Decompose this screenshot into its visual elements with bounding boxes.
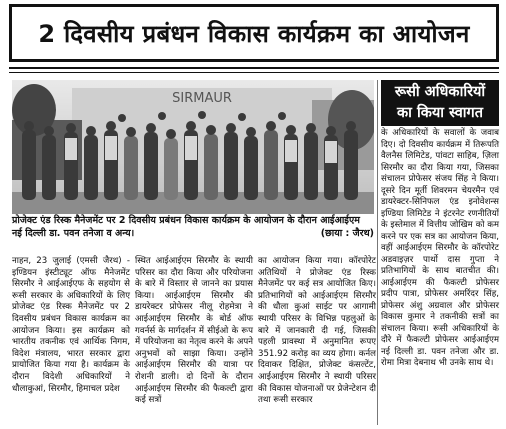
article-column-1: नाहन, 23 जुलाई (एमसी जैरथ) - इण्डियन इंस्टीट्यूट ऑफ मैनेजमेंट सिरमौर ने आईआईएफ के सहयोग से रूसी सरकार के अधिकारियों के लिए प्रोजेक्ट एंड रिस्क मैनेजमेंट पर 2 दिवसीय प्रबंधन विकास कार्यक्रम का आयोजन किया। इस कार्यक्रम को भारतीय तकनीक एवं आर्थिक निगम, विदेश मंत्रालय, भारत सरकार द्वारा प्रायोजित किया गया है। कार्यक्रम के दौरान विदेशी अधिकारियों ने धौलाकुआं, सिरमौर, हिमाचल प्रदेश <box>12 256 130 394</box>
top-rule-thin <box>9 72 499 73</box>
photo-caption <box>12 214 374 240</box>
sidebar-heading-box <box>381 80 499 126</box>
sidebar-body-text: के अधिकारियों के सवालों के जवाब दिए। दो दिवसीय कार्यक्रम में तिरूपति वैलनैस लिमिटेड, पांवटा साहिब, ज़िला सिरमौर का दौरा किया गया, जिसका संचालन प्रोफेसर संजय सिंह ने किया। दूसरे दिन मूर्ती शिवरमन चेयरमैन एवं डायरेक्टर-सिनिफल एंड इनोवेशन्स इण्डिया लिमिटेड ने इंटरनेट रणनीतियों के इस्तेमाल में वित्तीय जोखिम को कम करने पर एक सत्र का आयोजन किया, वहीं आईआईएम सिरमौर के कॉरपोरेट अडवाइज़र पार्थो दास गुप्ता ने प्रतिभागियों के साथ बातचीत की। आईआईएम की फैकल्टी प्रोफेसर प्रदीप पात्रा, प्रोफेसर अमरिंदर सिंह, प्रोफेसर अंशु अग्रवाल और प्रोफेसर विकास कुमार ने तकनीकी सत्रों का संचालन किया। रूसी अधिकारियों के दौरे में फैकल्टी प्रोफेसर आईआईएम नई दिल्ली डा. पवन तनेजा और डा. रोमा मित्रा देबनाथ भी उनके साथ थे। <box>381 128 499 368</box>
top-rule <box>9 67 499 69</box>
photo-credit: (छाया : जैरथ) <box>320 228 374 239</box>
article-column-2: स्थित आईआईएम सिरमौर के स्थायी परिसर का दौरा किया और परियोजना के बारे में विस्तार से जानने का प्रयास किया। आईआईएम सिरमौर की डायरेक्टर प्रोफेसर नीलू रोहमेत्रा ने आईआईएम सिरमौर के बोर्ड ऑफ गवर्नर्स के मार्गदर्शन में सीईओ के रूप में परियोजना का नेतृत्व करने के अपने अनुभवों को साझा किया। उन्होंने आईआईएम सिरमौर की यात्रा पर रोशनी डाली। दो दिनों के दौरान आईआईएम सिरमौर की फैकल्टी द्वारा कई सत्रों <box>135 256 253 406</box>
news-photo <box>12 80 374 214</box>
headline-text: 2 दिवसीय प्रबंधन विकास कार्यक्रम का आयोजन <box>38 19 470 48</box>
column-divider <box>377 80 378 425</box>
article-column-3: का आयोजन किया गया। कॉरपोरेट अतिथियों ने प्रोजेक्ट एंड रिस्क मैनेजमेंट पर कई सत्र आयोजित किए। प्रतिभागियों को आईआईएम सिरमौर की धौला कुआं साईट पर आगामी स्थायी परिसर के विभिन्न पहलुओं के बारे में जानकारी दी गई, जिसकी पहली प्रावस्था में अनुमानित रूपए 351.92 करोड़ का व्यय होगा। कर्नल दिवाकर दिक्षित, प्रोजेक्ट कंसल्टेंट, आईआईएम सिरमौर ने स्थायी परिसर की विकास योजनाओं पर प्रेजेन्टेशन दी तथा रूसी सरकार <box>258 256 376 406</box>
group-photo-image <box>12 80 374 214</box>
sidebar-heading-line-2: का किया स्वागत <box>397 105 483 121</box>
caption-line-2: नई दिल्ली डा. पवन तनेजा व अन्य। <box>12 228 135 239</box>
headline-box <box>9 4 499 62</box>
sidebar-heading-line-1: रूसी अधिकारियों <box>394 84 486 100</box>
building-sign-text: SIRMAUR <box>172 91 232 106</box>
caption-line-1: प्रोजेक्ट एंड रिस्क मैनेजमेंट पर 2 दिवसीय प्रबंधन विकास कार्यक्रम के आयोजन के दौरान आईआईएम <box>12 215 360 226</box>
